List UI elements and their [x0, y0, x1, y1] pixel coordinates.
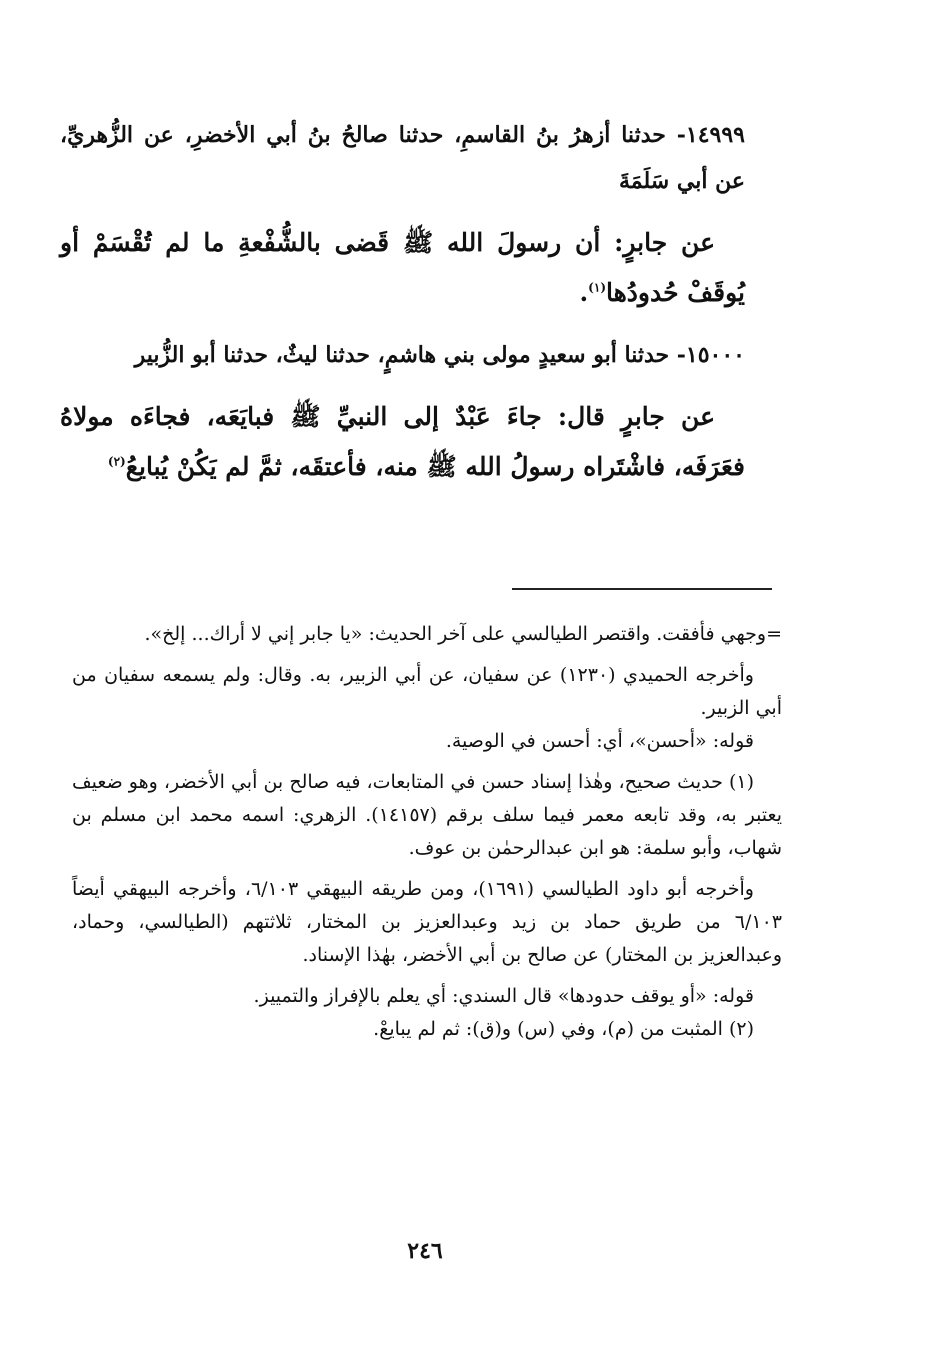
- footnote-paragraph: قوله: «أو يوقف حدودها» قال السندي: أي يعلم بالإفراز والتمييز.: [253, 985, 754, 1007]
- hadith-text-14999: [60, 218, 745, 318]
- page-number: ٢٤٦: [407, 1238, 443, 1264]
- footnote-paragraph: وأخرجه الحميدي (١٢٣٠) عن سفيان، عن أبي الزبير، به. وقال: ولم يسمعه سفيان من أبي الزبير.: [72, 664, 782, 719]
- footnote-marker-1: (١): [588, 280, 606, 295]
- footnote-marker-2: (٢): [107, 454, 126, 469]
- hadith-chain-15000: ١٥٠٠٠- حدثنا أبو سعيدٍ مولى بني هاشمٍ، حدثنا ليثٌ، حدثنا أبو الزُّبير: [134, 342, 745, 368]
- hadith-text-15000: [60, 392, 745, 492]
- footnote-paragraph: قوله: «أحسن»، أي: أحسن في الوصية.: [445, 730, 754, 752]
- hadith-end: .: [579, 278, 589, 307]
- footnote-divider: [512, 588, 772, 590]
- footnote-1: (١) حديث صحيح، وهٰذا إسناد حسن في المتابعات، فيه صالح بن أبي الأخضر، وهو ضعيف يعتبر به، وقد تابعه معمر فيما سلف برقم (١٤١٥٧). الزهري: اسمه محمد ابن مسلم بن شهاب، وأبو سلمة: هو ابن عبدالرحمٰن بن عوف.: [72, 771, 782, 859]
- main-text: [60, 112, 745, 492]
- hadith-body: عن جابرٍ قال: جاءَ عَبْدٌ إلى النبيِّ ﷺ فبايَعَه، فجاءَه مولاهُ فعَرَفَه، فاشْتَراه رسولُ الله ﷺ منه، فأعتقَه، ثمَّ لم يَكُنْ يُبايعُ: [60, 402, 745, 481]
- footnote-paragraph: وأخرجه أبو داود الطيالسي (١٦٩١)، ومن طريقه البيهقي ٦/١٠٣، وأخرجه البيهقي أيضاً ٦/١٠٣ من طريق حماد بن زيد وعبدالعزيز بن المختار، ثلاثتهم (الطيالسي، وحماد، وعبدالعزيز بن المختار) عن صالح بن أبي الأخضر، بهٰذا الإسناد.: [72, 878, 782, 966]
- footnotes: [72, 618, 782, 1046]
- hadith-body: عن جابرٍ: أن رسولَ الله ﷺ قَضى بالشُّفْعةِ ما لم تُقْسَمْ أو يُوقَفْ حُدودُها: [60, 228, 745, 307]
- footnote-2: (٢) المثبت من (م)، وفي (س) و(ق): ثم لم يبايعْ.: [373, 1018, 754, 1040]
- hadith-chain-14999: ١٤٩٩٩- حدثنا أزهرُ بنُ القاسمِ، حدثنا صالحُ بنُ أبي الأخضرِ، عن الزُّهريِّ، عن أبي سَلَمَةَ: [60, 122, 745, 194]
- footnote-continuation: =وجهي فأفقت. واقتصر الطيالسي على آخر الحديث: «يا جابر إني لا أراك... إلخ».: [144, 623, 782, 645]
